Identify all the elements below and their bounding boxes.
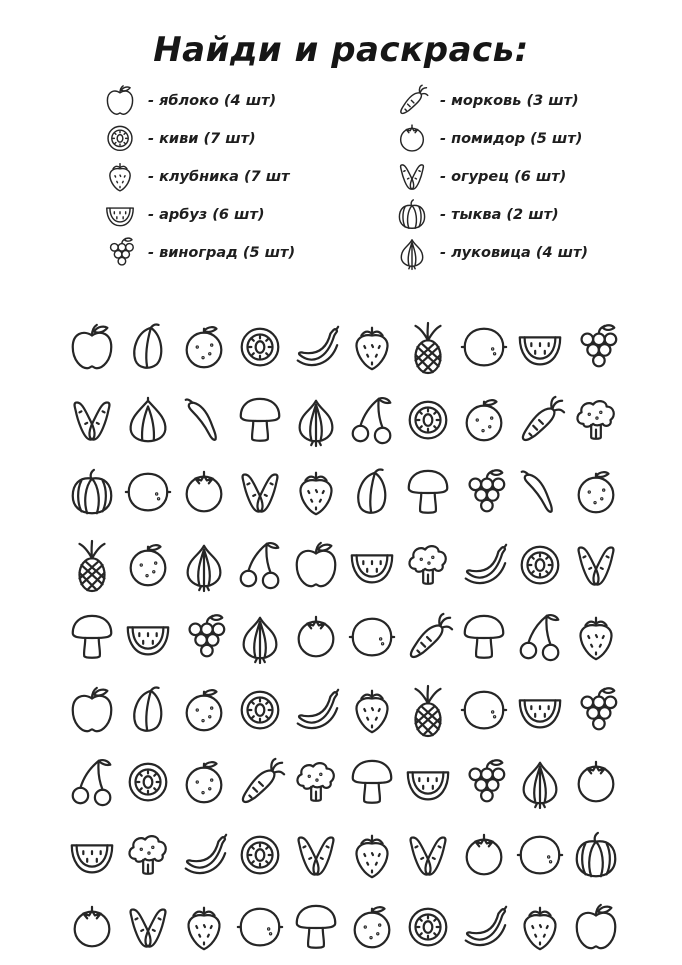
banana-icon[interactable]: [176, 825, 232, 887]
garlic-icon[interactable]: [120, 390, 176, 452]
lemon-icon[interactable]: [120, 462, 176, 524]
grid-row: [64, 892, 624, 965]
legend-label: - арбуз (6 шт): [148, 207, 265, 223]
cucumber-icon: [392, 160, 432, 194]
kiwi-icon[interactable]: [232, 680, 288, 742]
pumpkin-icon: [392, 198, 432, 232]
tomato-icon[interactable]: [568, 752, 624, 814]
onion-icon[interactable]: [288, 390, 344, 452]
grid-row: [64, 457, 624, 530]
broccoli-icon[interactable]: [568, 390, 624, 452]
pineapple-icon[interactable]: [400, 317, 456, 379]
watermelon-icon[interactable]: [512, 680, 568, 742]
apple-icon[interactable]: [64, 317, 120, 379]
legend-item: [392, 234, 588, 272]
strawberry-icon[interactable]: [288, 462, 344, 524]
cherry-icon[interactable]: [344, 390, 400, 452]
carrot-icon[interactable]: [512, 390, 568, 452]
banana-icon[interactable]: [288, 680, 344, 742]
carrot-icon[interactable]: [232, 752, 288, 814]
legend-label: - луковица (4 шт): [440, 245, 589, 261]
apple-icon[interactable]: [288, 535, 344, 597]
cucumber-icon[interactable]: [288, 825, 344, 887]
orange-icon[interactable]: [176, 317, 232, 379]
mushroom-icon[interactable]: [64, 607, 120, 669]
grid-row: [64, 820, 624, 893]
apple-icon[interactable]: [64, 680, 120, 742]
watermelon-icon[interactable]: [512, 317, 568, 379]
strawberry-icon[interactable]: [344, 317, 400, 379]
legend-left: [100, 82, 295, 272]
grid-row: [64, 530, 624, 603]
chili-icon[interactable]: [176, 390, 232, 452]
legend-label: - киви (7 шт): [148, 131, 256, 147]
mushroom-icon[interactable]: [400, 462, 456, 524]
legend-label: - морковь (3 шт): [440, 93, 579, 109]
legend-item: [100, 234, 295, 272]
fruit-grid: [64, 312, 624, 965]
legend-item: [100, 120, 295, 158]
grapes-icon[interactable]: [456, 462, 512, 524]
strawberry-icon[interactable]: [344, 825, 400, 887]
lemon-icon[interactable]: [232, 897, 288, 959]
strawberry-icon[interactable]: [344, 680, 400, 742]
legend-item: [392, 82, 588, 120]
mushroom-icon[interactable]: [456, 607, 512, 669]
watermelon-icon[interactable]: [344, 535, 400, 597]
tomato-icon: [392, 122, 432, 156]
legend-item: [392, 196, 588, 234]
kiwi-icon[interactable]: [512, 535, 568, 597]
orange-icon[interactable]: [344, 897, 400, 959]
strawberry-icon[interactable]: [512, 897, 568, 959]
legend-item: [392, 158, 588, 196]
orange-icon[interactable]: [120, 535, 176, 597]
banana-icon[interactable]: [288, 317, 344, 379]
onion-icon[interactable]: [176, 535, 232, 597]
lemon-icon[interactable]: [456, 680, 512, 742]
legend-right: [392, 82, 588, 272]
cherry-icon[interactable]: [232, 535, 288, 597]
strawberry-icon[interactable]: [568, 607, 624, 669]
grid-row: [64, 675, 624, 748]
watermelon-icon[interactable]: [400, 752, 456, 814]
kiwi-icon[interactable]: [400, 390, 456, 452]
kiwi-icon: [100, 122, 140, 156]
cucumber-icon[interactable]: [232, 462, 288, 524]
orange-icon[interactable]: [456, 390, 512, 452]
grid-row: [64, 747, 624, 820]
page-title: Найди и раскрась:: [153, 30, 529, 70]
strawberry-icon: [100, 160, 140, 194]
cucumber-icon[interactable]: [400, 825, 456, 887]
legend-label: - клубника (7 шт: [148, 169, 290, 185]
watermelon-icon[interactable]: [120, 607, 176, 669]
kiwi-icon[interactable]: [232, 825, 288, 887]
cherry-icon[interactable]: [512, 607, 568, 669]
kiwi-icon[interactable]: [400, 897, 456, 959]
grapes-icon: [100, 236, 140, 270]
mango-icon[interactable]: [344, 462, 400, 524]
onion-icon[interactable]: [232, 607, 288, 669]
legend-item: [100, 196, 295, 234]
broccoli-icon[interactable]: [120, 825, 176, 887]
onion-icon: [392, 236, 432, 270]
pineapple-icon[interactable]: [400, 680, 456, 742]
strawberry-icon[interactable]: [176, 897, 232, 959]
onion-icon[interactable]: [512, 752, 568, 814]
cucumber-icon[interactable]: [120, 897, 176, 959]
chili-icon[interactable]: [512, 462, 568, 524]
carrot-icon[interactable]: [400, 607, 456, 669]
lemon-icon[interactable]: [344, 607, 400, 669]
broccoli-icon[interactable]: [400, 535, 456, 597]
apple-icon[interactable]: [568, 897, 624, 959]
cucumber-icon[interactable]: [568, 535, 624, 597]
legend-label: - виноград (5 шт): [148, 245, 296, 261]
lemon-icon[interactable]: [456, 317, 512, 379]
legend-item: [392, 120, 588, 158]
watermelon-icon: [100, 198, 140, 232]
kiwi-icon[interactable]: [232, 317, 288, 379]
grid-row: [64, 385, 624, 458]
legend-item: [100, 82, 295, 120]
legend-item: [100, 158, 295, 196]
grapes-icon[interactable]: [176, 607, 232, 669]
legend-label: - помидор (5 шт): [440, 131, 583, 147]
tomato-icon[interactable]: [456, 825, 512, 887]
cucumber-icon[interactable]: [64, 390, 120, 452]
legend-label: - яблоко (4 шт): [148, 93, 277, 109]
orange-icon[interactable]: [176, 752, 232, 814]
pumpkin-icon[interactable]: [64, 462, 120, 524]
mushroom-icon[interactable]: [344, 752, 400, 814]
mango-icon[interactable]: [120, 317, 176, 379]
mango-icon[interactable]: [120, 680, 176, 742]
grid-row: [64, 602, 624, 675]
banana-icon[interactable]: [456, 897, 512, 959]
broccoli-icon[interactable]: [288, 752, 344, 814]
grid-row: [64, 312, 624, 385]
grapes-icon[interactable]: [568, 317, 624, 379]
pumpkin-icon[interactable]: [568, 825, 624, 887]
pineapple-icon[interactable]: [64, 535, 120, 597]
cherry-icon[interactable]: [64, 752, 120, 814]
grapes-icon[interactable]: [568, 680, 624, 742]
legend-label: - огурец (6 шт): [440, 169, 567, 185]
tomato-icon[interactable]: [288, 607, 344, 669]
mushroom-icon[interactable]: [288, 897, 344, 959]
orange-icon[interactable]: [568, 462, 624, 524]
orange-icon[interactable]: [176, 680, 232, 742]
legend-label: - тыква (2 шт): [440, 207, 559, 223]
tomato-icon[interactable]: [64, 897, 120, 959]
carrot-icon: [392, 84, 432, 118]
kiwi-icon[interactable]: [120, 752, 176, 814]
watermelon-icon[interactable]: [64, 825, 120, 887]
apple-icon: [100, 84, 140, 118]
tomato-icon[interactable]: [176, 462, 232, 524]
mushroom-icon[interactable]: [232, 390, 288, 452]
grapes-icon[interactable]: [456, 752, 512, 814]
banana-icon[interactable]: [456, 535, 512, 597]
lemon-icon[interactable]: [512, 825, 568, 887]
